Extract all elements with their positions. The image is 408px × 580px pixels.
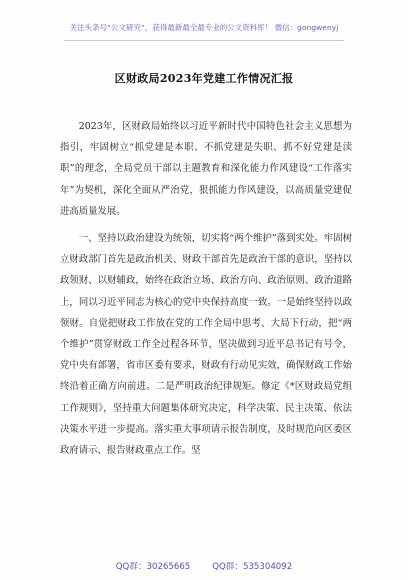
document-title: 区财政局2023年党建工作情况汇报	[114, 72, 294, 85]
promo-banner: 关注头条号“公文研究”，获得最新最全最专业的公文资料库！ 微信：gongwenyj	[69, 23, 339, 32]
header-divider	[64, 40, 344, 41]
document-body	[60, 116, 352, 461]
intro-paragraph: 2023年，区财政局始终以习近平新时代中国特色社会主义思想为指引，牢固树立“抓党建是本职、不抓党建是失职、抓不好党建是渎职”的理念，全局党员干部以主题教育和深化能力作风建设“工作落实年”为契机，深化全面从严治党，狠抓能力作风建设，以高质量党建促进高质量发展。	[60, 121, 352, 217]
section-one-paragraph: 一、坚持以政治建设为统领，切实将“两个维护”落到实处。牢固树立财政部门首先是政治机关、财政干部首先是政治干部的意识，坚持以政领财、以财辅政，始终在政治立场、政治方向、政治原则、政治道路上，同以习近平同志为核心的党中央保持高度一致。一是始终坚持以政领财。自觉把财政工作放在党的工作全局中思考、大局下行动，把“两个维护”贯穿财政工作全过程各环节，坚决做到习近平总书记有号令，党中央有部署，省市区委有要求，财政有行动见实效，确保财政工作始终沿着正确方向前进。二是严明政治纪律规矩。修定《*区财政局党组工作规则》，坚持重大问题集体研究决定，科学决策、民主决策、依法决策水平进一步提高。落实重大事项请示报告制度，及时规范向区委区政府请示、报告财政重点工作。坚	[60, 233, 352, 457]
footer-qq-group-1: QQ群：30265665	[115, 562, 191, 572]
footer-contact	[0, 560, 408, 572]
footer-qq-group-2: QQ群：535304092	[212, 562, 293, 572]
